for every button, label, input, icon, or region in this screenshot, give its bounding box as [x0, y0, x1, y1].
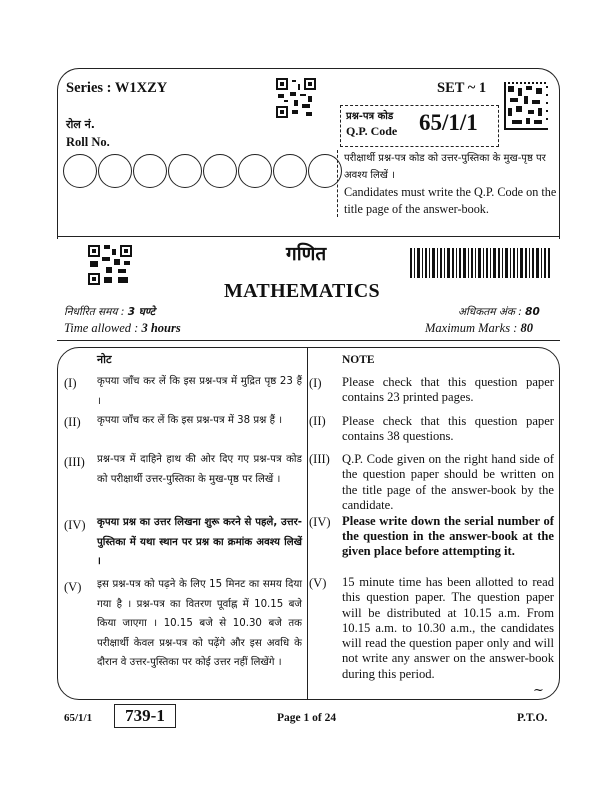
subject-title: MATHEMATICS [224, 280, 380, 302]
roll-digit-circle[interactable] [168, 154, 202, 188]
note-heading-hindi: नोट [97, 353, 112, 366]
note-item: Please check that this question paper contains 23 printed pages. [342, 375, 554, 405]
time-value: 3 hours [141, 321, 181, 335]
pto-label: P.T.O. [517, 712, 548, 724]
marks-label: Maximum Marks : [425, 321, 521, 335]
roll-digit-circle[interactable] [203, 154, 237, 188]
note-item-hindi: कृपया जाँच कर लें कि इस प्रश्न-पत्र में 38 प्रश्न हैं । [97, 415, 283, 426]
series-label: Series : W1XZY [66, 80, 168, 96]
note-number: (IV) [309, 515, 331, 529]
note-number-hindi: (III) [64, 455, 85, 469]
time-value-hindi: 3 घण्टे [127, 306, 156, 318]
time-label: Time allowed : [64, 321, 142, 335]
subject-divider [57, 340, 560, 341]
marks-label-hindi: अधिकतम अंक : [458, 306, 526, 318]
note-heading: NOTE [342, 354, 375, 366]
instructions-column-divider [307, 347, 308, 700]
note-number: (I) [309, 376, 322, 390]
note-item-hindi: प्रश्न-पत्र में दाहिने हाथ की ओर दिए गए प्रश्न-पत्र कोड को परीक्षार्थी उत्तर-पुस्तिका के मुख-पृष्ठ पर लिखें । [97, 454, 302, 485]
roll-digit-circle[interactable] [238, 154, 272, 188]
footer-qp-code: 65/1/1 [64, 712, 93, 724]
marks-value: 80 [520, 321, 533, 335]
roll-digit-circle[interactable] [273, 154, 307, 188]
note-number-hindi: (II) [64, 415, 81, 429]
roll-number-boxes[interactable] [63, 154, 342, 188]
note-item: Q.P. Code given on the right hand side of the question paper should be written on the title page of the answer-book by the candidate. [342, 452, 554, 512]
set-label: SET ~ 1 [437, 80, 487, 96]
continuation-tilde: ~ [533, 683, 544, 698]
roll-digit-circle[interactable] [98, 154, 132, 188]
time-label-hindi: निर्धारित समय : [64, 306, 128, 318]
candidates-instruction-hindi: परीक्षार्थी प्रश्न-पत्र कोड को उत्तर-पुस्तिका के मुख-पृष्ठ पर अवश्य लिखें । [344, 153, 546, 181]
page-number: Page 1 of 24 [277, 712, 337, 724]
note-item-hindi: कृपया जाँच कर लें कि इस प्रश्न-पत्र में मुद्रित पृष्ठ 23 हैं । [97, 376, 302, 407]
marks-value-hindi: 80 [525, 306, 540, 318]
max-marks-hindi [458, 305, 540, 319]
note-item: Please write down the serial number of the question in the answer-book at the given place before attempting it. [342, 514, 554, 558]
barcode [410, 248, 550, 278]
qr-code-top [276, 78, 316, 118]
note-number: (III) [309, 452, 330, 466]
roll-digit-circle[interactable] [63, 154, 97, 188]
note-number-hindi: (IV) [64, 518, 86, 532]
subject-title-hindi: गणित [286, 243, 327, 265]
note-item: Please check that this question paper contains 38 questions. [342, 414, 554, 444]
note-item: 15 minute time has been allotted to read this question paper. The question paper will be distributed at 10.15 a.m. From 10.15 a.m. to 10.30 a.m., the candidates will read the question paper only and will not write any answer on the answer-book during this period. [342, 575, 554, 681]
roll-number-label: Roll No. [66, 135, 110, 149]
roll-number-label-hindi: रोल नं. [66, 118, 95, 131]
note-number-hindi: (V) [64, 580, 82, 594]
qp-code-value: 65/1/1 [419, 110, 478, 135]
note-number: (II) [309, 414, 326, 428]
candidates-instruction-english: Candidates must write the Q.P. Code on the title page of the answer-book. [344, 185, 557, 216]
note-number: (V) [309, 576, 327, 590]
header-divider [57, 236, 560, 237]
time-allowed [64, 321, 181, 336]
time-allowed-hindi [64, 305, 155, 319]
note-item-hindi: इस प्रश्न-पत्र को पढ़ने के लिए 15 मिनट का समय दिया गया है । प्रश्न-पत्र का वितरण पूर्वाह्न में 10.15 बजे किया जाएगा । 10.15 बजे से 10.30 बजे तक परीक्षार्थी केवल प्रश्न-पत्र को पढ़ेंगे और इस अवधि के दौरान वे उत्तर-पुस्तिका पर कोई उत्तर नहीं लिखेंगे । [97, 579, 302, 668]
footer-serial-box: 739-1 [114, 704, 176, 728]
qp-code-label: Q.P. Code [346, 124, 398, 138]
qp-code-label-hindi: प्रश्न-पत्र कोड [346, 111, 394, 122]
qr-code-left [88, 245, 132, 285]
note-item-hindi: कृपया प्रश्न का उत्तर लिखना शुरू करने से पहले, उत्तर-पुस्तिका में यथा स्थान पर प्रश्न का क्रमांक अवश्य लिखें । [97, 517, 302, 567]
datamatrix-code [504, 82, 548, 130]
max-marks [425, 321, 533, 336]
candidates-instruction [337, 150, 562, 217]
roll-digit-circle[interactable] [133, 154, 167, 188]
note-number-hindi: (I) [64, 376, 77, 390]
